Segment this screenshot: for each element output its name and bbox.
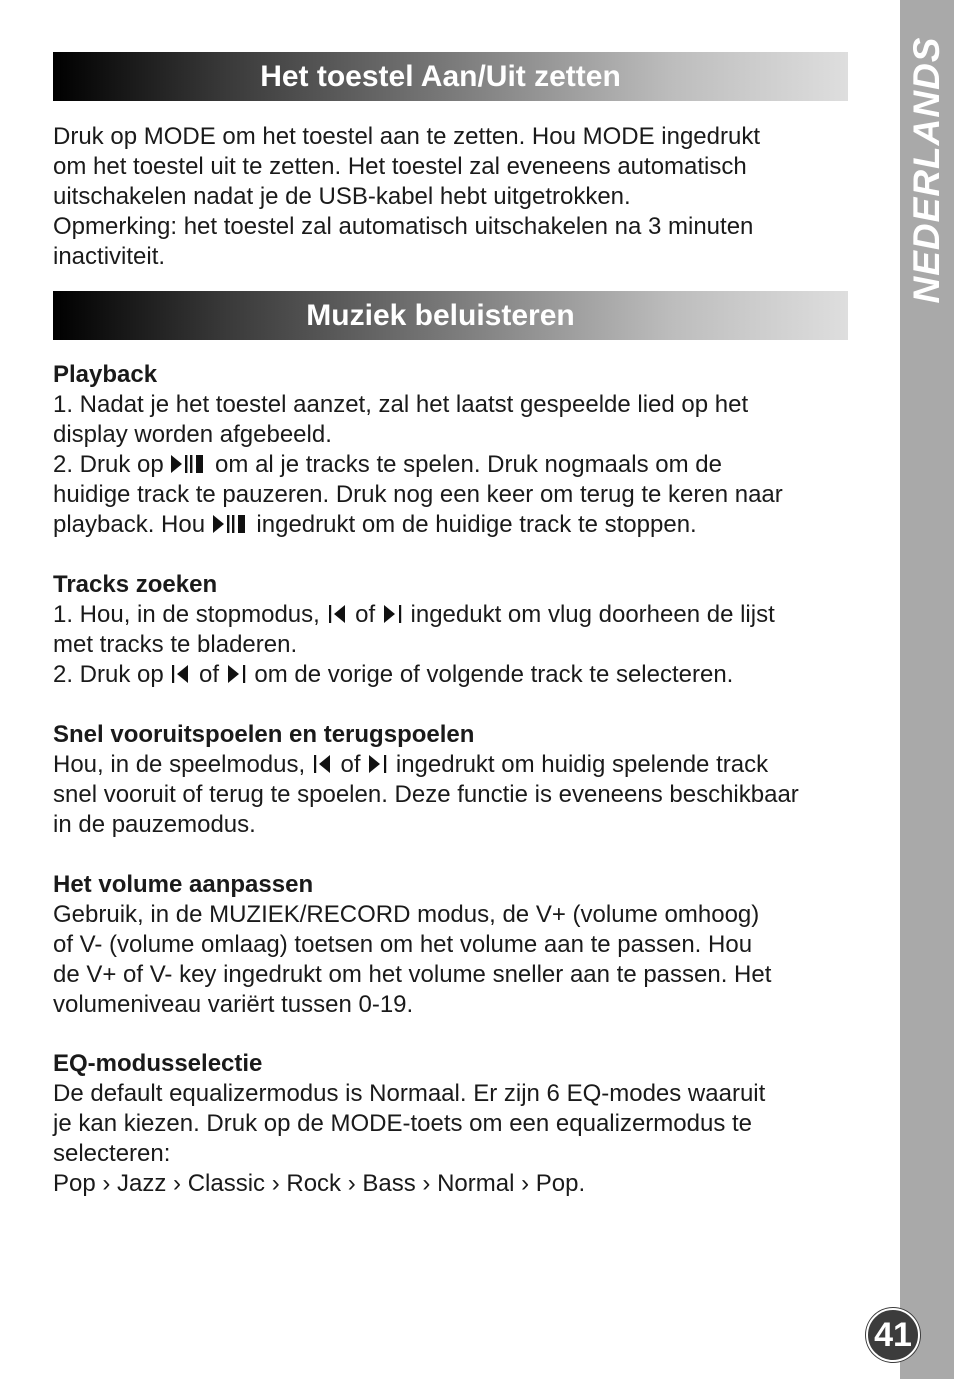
- previous-track-icon: [312, 753, 334, 775]
- previous-track-icon: [170, 663, 192, 685]
- text-line: 1. Hou, in de stopmodus, of ingedukt om vlug doorheen de lijst: [53, 601, 775, 628]
- previous-track-icon: [327, 603, 349, 625]
- page-number: 41: [866, 1308, 920, 1362]
- language-label: NEDERLANDS: [906, 36, 947, 304]
- tracks-block: [53, 570, 853, 690]
- eq-heading: EQ-modusselectie: [53, 1050, 263, 1077]
- text-line: inactiviteit.: [53, 243, 166, 270]
- text-line: uitschakelen nadat je de USB-kabel hebt uitgetrokken.: [53, 183, 631, 210]
- text-line: in de pauzemodus.: [53, 811, 256, 838]
- text-line: 2. Druk op om al je tracks te spelen. Druk nogmaals om de: [53, 451, 722, 478]
- volume-heading: Het volume aanpassen: [53, 871, 314, 898]
- text-line: huidige track te pauzeren. Druk nog een keer om terug te keren naar: [53, 481, 783, 508]
- text-line: volumeniveau variërt tussen 0-19.: [53, 991, 414, 1018]
- playback-heading: Playback: [53, 361, 158, 388]
- text-line: je kan kiezen. Druk op de MODE-toets om een equalizermodus te: [53, 1110, 753, 1137]
- play-pause-icon: [170, 453, 208, 475]
- text-line: 2. Druk op of om de vorige of volgende track te selecteren.: [53, 661, 734, 688]
- section-title-power: Het toestel Aan/Uit zetten: [260, 59, 621, 93]
- text-line: Hou, in de speelmodus, of ingedrukt om huidig spelende track: [53, 751, 769, 778]
- text-line: playback. Hou ingedrukt om de huidige track te stoppen.: [53, 511, 697, 538]
- eq-block: [53, 1049, 853, 1199]
- play-pause-icon: [212, 513, 250, 535]
- text-line: of V- (volume omlaag) toetsen om het volume aan te passen. Hou: [53, 931, 753, 958]
- next-track-icon: [226, 663, 248, 685]
- text-line: Opmerking: het toestel zal automatisch uitschakelen na 3 minuten: [53, 213, 754, 240]
- text-line: de V+ of V- key ingedrukt om het volume sneller aan te passen. Het: [53, 961, 772, 988]
- seek-heading: Snel vooruitspoelen en terugspoelen: [53, 721, 475, 748]
- eq-sequence: Pop › Jazz › Classic › Rock › Bass › Normal › Pop.: [53, 1170, 586, 1197]
- text-line: Druk op MODE om het toestel aan te zetten. Hou MODE ingedrukt: [53, 123, 760, 150]
- text-line: selecteren:: [53, 1140, 171, 1167]
- section-banner-power: [53, 52, 848, 101]
- section-title-music: Muziek beluisteren: [306, 298, 575, 332]
- section-banner-music: [53, 291, 848, 340]
- next-track-icon: [382, 603, 404, 625]
- text-line: met tracks te bladeren.: [53, 631, 298, 658]
- text-line: display worden afgebeeld.: [53, 421, 332, 448]
- volume-block: [53, 870, 853, 1020]
- text-line: Gebruik, in de MUZIEK/RECORD modus, de V+ (volume omhoog): [53, 901, 760, 928]
- playback-block: [53, 360, 853, 540]
- next-track-icon: [367, 753, 389, 775]
- text-line: 1. Nadat je het toestel aanzet, zal het laatst gespeelde lied op het: [53, 391, 749, 418]
- seek-block: [53, 720, 853, 840]
- text-line: De default equalizermodus is Normaal. Er zijn 6 EQ-modes waaruit: [53, 1080, 766, 1107]
- tracks-heading: Tracks zoeken: [53, 571, 218, 598]
- text-line: om het toestel uit te zetten. Het toestel zal eveneens automatisch: [53, 153, 747, 180]
- power-paragraph: [53, 122, 853, 272]
- text-line: snel vooruit of terug te spoelen. Deze functie is eveneens beschikbaar: [53, 781, 799, 808]
